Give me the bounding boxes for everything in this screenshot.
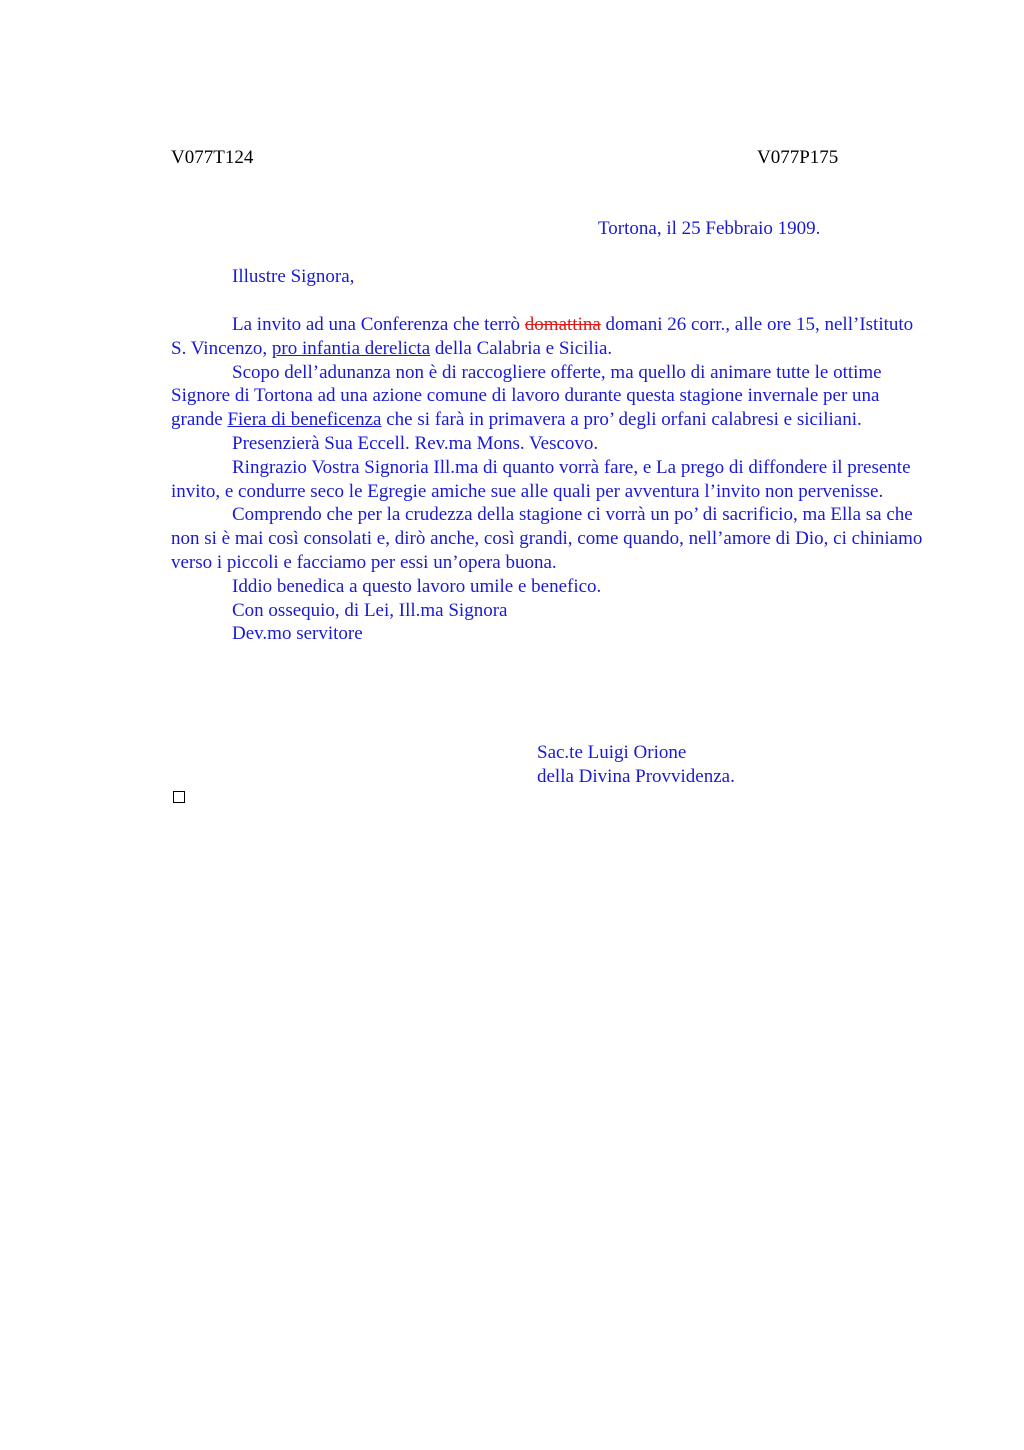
paragraph-blessing: Iddio benedica a questo lavoro umile e benefico. xyxy=(232,575,602,597)
paragraph-bishop: Presenzierà Sua Eccell. Rev.ma Mons. Vescovo. xyxy=(232,432,599,454)
signature-name: Sac.te Luigi Orione xyxy=(537,742,687,763)
text-run: della Calabria e Sicilia. xyxy=(430,337,613,359)
document-code-left: V077T124 xyxy=(171,147,254,168)
paragraph-servant: Dev.mo servitore xyxy=(232,623,363,645)
paragraph-thanks: Ringrazio Vostra Signoria Ill.ma di quanto vorrà fare, e La prego di diffondere il presente invito, e condurre seco le Egregie amiche sue alle quali per avventura l’invito non pervenisse. xyxy=(171,456,911,502)
underlined-phrase: pro infantia derelicta xyxy=(271,337,431,359)
paragraph-sacrifice: Comprendo che per la crudezza della stagione ci vorrà un po’ di sacrificio, ma Ella sa che non si è mai così consolati e, dirò anche, così grandi, come quando, nell’amore di Dio, ci chiniamo verso i piccoli e facciamo per essi un’opera buona. xyxy=(171,504,923,573)
underlined-phrase: Fiera di beneficenza xyxy=(227,409,382,431)
signature-block xyxy=(537,741,735,789)
document-code-right: V077P175 xyxy=(757,147,839,168)
text-run: La invito ad una Conferenza che terrò xyxy=(232,314,525,335)
letter-salutation: Illustre Signora, xyxy=(232,266,355,287)
struck-word: domattina xyxy=(524,314,601,335)
text-run: domani 26 corr., alle ore 15, nell’Istituto S. Vincenzo, xyxy=(171,314,914,359)
text-run: Scopo dell’adunanza non è di raccogliere offerte, ma quello di animare tutte le ottime Signore di Tortona ad una azione comune di lavoro durante questa stagione invernale per una grande xyxy=(171,361,882,431)
empty-square-icon xyxy=(173,791,185,803)
paragraph-invitation xyxy=(171,313,931,361)
letter-date: Tortona, il 25 Febbraio 1909. xyxy=(598,218,821,239)
paragraph-closing: Con ossequio, di Lei, Ill.ma Signora xyxy=(232,599,508,621)
letter-body xyxy=(171,313,931,646)
paragraph-purpose xyxy=(171,361,931,432)
signature-congregation: della Divina Provvidenza. xyxy=(537,766,735,787)
text-run: che si farà in primavera a pro’ degli orfani calabresi e siciliani. xyxy=(381,409,862,431)
